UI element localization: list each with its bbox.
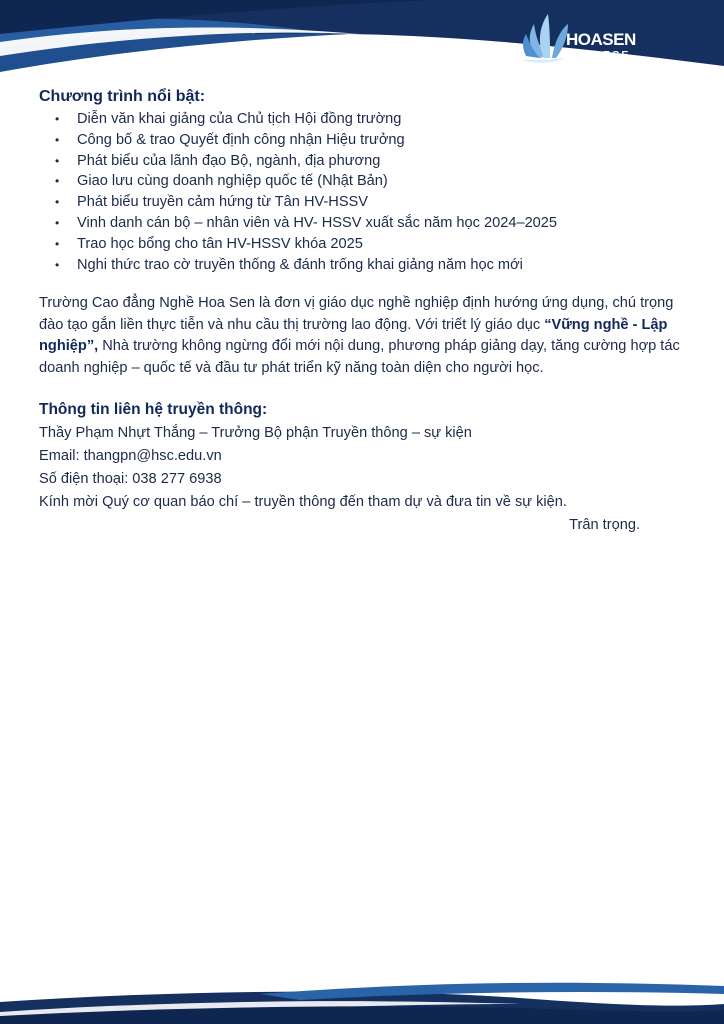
closing-text: Trân trọng. — [569, 517, 640, 534]
brand-name: HOASEN — [566, 30, 636, 49]
bullet-icon: • — [55, 195, 60, 210]
motto-text: “Vững nghề - Lập nghiệp”, — [39, 316, 668, 355]
list-item — [55, 213, 687, 234]
list-item-text: Nghi thức trao cờ truyền thống & đánh trống khai giảng năm học mới — [77, 256, 523, 273]
bullet-icon: • — [55, 132, 60, 147]
list-item-text: Giao lưu cùng doanh nghiệp quốc tế (Nhật Bản) — [77, 173, 388, 190]
list-item — [55, 192, 687, 213]
brand-subname: COLLEGE — [568, 49, 630, 61]
list-item — [55, 130, 687, 151]
bullet-icon: • — [55, 153, 60, 168]
contact-email: Email: thangpn@hsc.edu.vn — [39, 448, 222, 465]
bullet-icon: • — [55, 215, 60, 230]
contact-person: Thầy Phạm Nhựt Thắng – Trưởng Bộ phận Truyền thông – sự kiện — [39, 425, 472, 442]
program-list — [39, 109, 687, 275]
list-item-text: Phát biểu của lãnh đạo Bộ, ngành, địa phương — [77, 152, 381, 169]
list-item — [55, 171, 687, 192]
list-item-text: Công bố & trao Quyết định công nhận Hiệu trưởng — [77, 131, 405, 148]
document-body — [39, 88, 687, 537]
list-item — [55, 151, 687, 172]
invitation-text: Kính mời Quý cơ quan báo chí – truyền thông đến tham dự và đưa tin về sự kiện. — [39, 494, 567, 511]
list-item-text: Vinh danh cán bộ – nhân viên và HV- HSSV xuất sắc năm học 2024–2025 — [77, 214, 558, 231]
list-item — [55, 109, 687, 130]
list-item-text: Trao học bổng cho tân HV-HSSV khóa 2025 — [77, 235, 363, 252]
bullet-icon: • — [55, 257, 60, 272]
list-item-text: Diễn văn khai giảng của Chủ tịch Hội đồng trường — [77, 111, 402, 127]
list-item — [55, 255, 687, 276]
contact-phone: Số điện thoại: 038 277 6938 — [39, 471, 222, 488]
intro-text-part2: Nhà trường không ngừng đổi mới nội dung, phương pháp giảng dạy, tăng cường hợp tác doanh nghiệp – quốc tế và đầu tư phát triển kỹ năng toàn diện cho người học. — [39, 338, 680, 376]
contact-section — [39, 401, 687, 537]
intro-text-part1: Trường Cao đẳng Nghề Hoa Sen là đơn vị giáo dục nghề nghiệp định hướng ứng dụng, chú trọng đào tạo gắn liền thực tiễn và nhu cầu thị trường lao động. Với triết lý giáo dục — [39, 295, 674, 333]
list-item — [55, 234, 687, 255]
bullet-icon: • — [55, 174, 60, 189]
contact-title: Thông tin liên hệ truyền thông: — [39, 401, 268, 419]
program-title: Chương trình nổi bật: — [39, 88, 206, 105]
footer-wave-banner — [0, 964, 724, 1024]
bullet-icon: • — [55, 236, 60, 251]
bullet-icon: • — [55, 112, 60, 126]
list-item-text: Phát biểu truyền cảm hứng từ Tân HV-HSSV — [77, 194, 369, 211]
intro-paragraph — [39, 293, 687, 379]
